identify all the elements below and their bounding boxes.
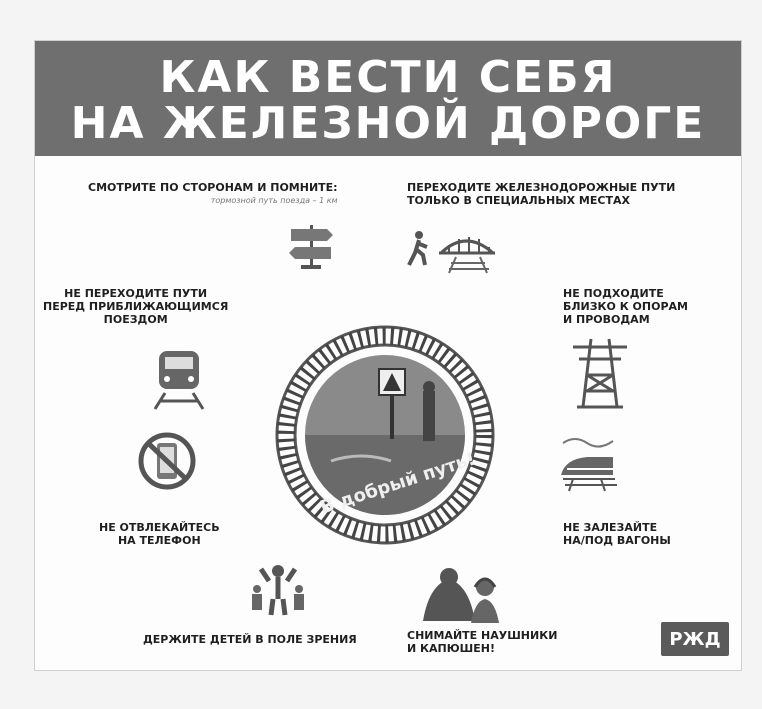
pedestrian-bridge-icon (401, 219, 501, 275)
rule-no-crossing-line1: НЕ ПЕРЕХОДИТЕ ПУТИ (64, 287, 208, 300)
power-pylon-icon (569, 335, 631, 411)
rule-no-climb-line1: НЕ ЗАЛЕЗАЙТЕ (563, 521, 658, 534)
rule-cross-special (407, 181, 675, 207)
rule-look-text: СМОТРИТЕ ПО СТОРОНАМ И ПОМНИТЕ: (88, 181, 338, 194)
center-motto: В добрый путь! (317, 448, 478, 519)
headphones-hood-icon (419, 561, 505, 625)
children-icon (243, 559, 313, 623)
rule-children (143, 633, 357, 646)
signpost-icon (283, 219, 339, 271)
rule-no-poles-line1: НЕ ПОДХОДИТЕ (563, 287, 664, 300)
rule-no-crossing-line2: ПЕРЕД ПРИБЛИЖАЮЩИМСЯ (43, 300, 229, 313)
rzd-logo: РЖД (661, 622, 729, 656)
rule-no-poles (563, 287, 688, 326)
rule-no-climb-line2: НА/ПОД ВАГОНЫ (563, 534, 671, 547)
rule-no-climb (563, 521, 671, 547)
rule-cross-special-line1: ПЕРЕХОДИТЕ ЖЕЛЕЗНОДОРОЖНЫЕ ПУТИ (407, 181, 676, 194)
safety-poster (34, 40, 742, 671)
rule-cross-special-line2: ТОЛЬКО В СПЕЦИАЛЬНЫХ МЕСТАХ (407, 194, 630, 207)
railway-circle-emblem (261, 311, 509, 559)
train-front-icon (147, 345, 211, 411)
poster-header (35, 41, 741, 156)
header-title-line2: НА ЖЕЛЕЗНОЙ ДОРОГЕ (70, 98, 706, 149)
rule-headphones-line1: СНИМАЙТЕ НАУШНИКИ (407, 629, 558, 642)
rule-headphones (407, 629, 557, 655)
rule-look-around (88, 181, 338, 207)
rule-no-phone (99, 521, 220, 547)
rule-no-crossing-line3: ПОЕЗДОМ (103, 313, 168, 326)
rule-no-phone-line1: НЕ ОТВЛЕКАЙТЕСЬ (99, 521, 220, 534)
rule-children-text: ДЕРЖИТЕ ДЕТЕЙ В ПОЛЕ ЗРЕНИЯ (143, 633, 357, 646)
rule-no-poles-line3: И ПРОВОДАМ (563, 313, 650, 326)
high-speed-train-icon (557, 429, 621, 495)
rule-no-phone-line2: НА ТЕЛЕФОН (117, 534, 201, 547)
rule-no-crossing (43, 287, 228, 326)
header-title-line1: КАК ВЕСТИ СЕБЯ (159, 52, 617, 103)
rule-no-poles-line2: БЛИЗКО К ОПОРАМ (563, 300, 688, 313)
no-phone-icon (135, 431, 199, 493)
rule-look-subtext: тормозной путь поезда – 1 км (210, 196, 338, 205)
rule-headphones-line2: И КАПЮШЕН! (407, 642, 495, 655)
